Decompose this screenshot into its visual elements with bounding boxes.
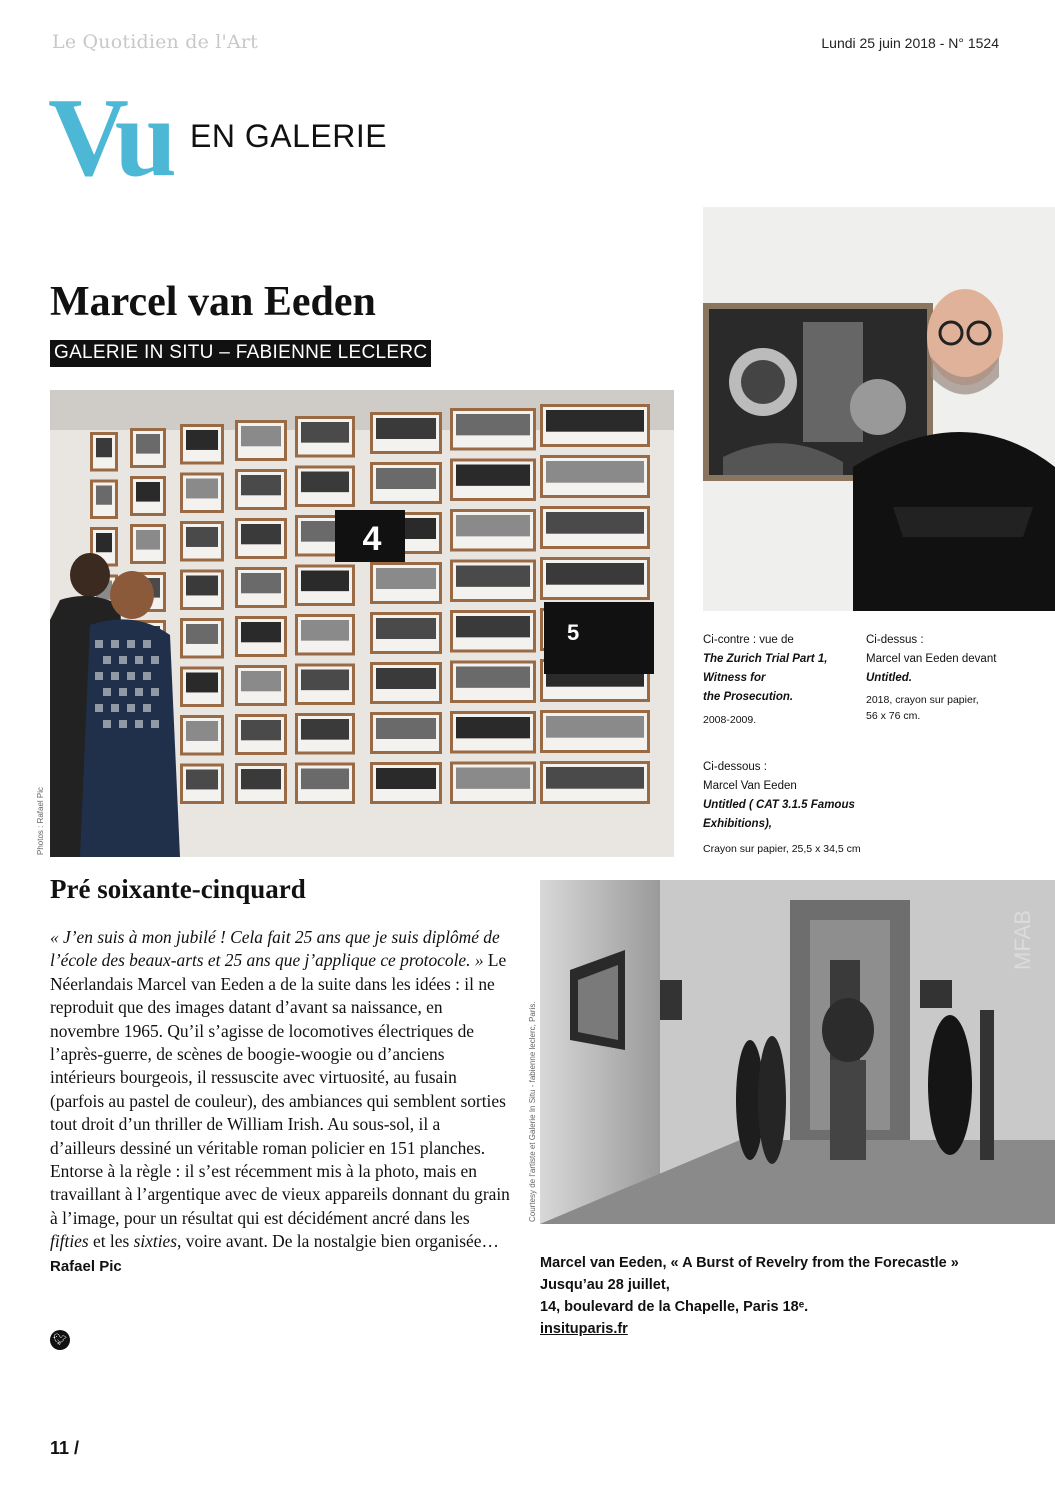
frame-picture	[186, 479, 218, 499]
issue-date: Lundi 25 juin 2018 - N° 1524	[821, 35, 999, 51]
artist-portrait-photo	[703, 207, 1055, 611]
caption-right-work: Untitled.	[866, 672, 912, 684]
info-line-3: 14, boulevard de la Chapelle, Paris 18ᵉ.	[540, 1299, 809, 1315]
body-fifties: fifties	[50, 1231, 89, 1252]
frame-picture	[96, 486, 112, 505]
frame-picture	[301, 620, 349, 641]
frame-picture	[301, 571, 349, 592]
frame-picture	[546, 410, 644, 432]
panel-number-4: 4	[362, 520, 382, 558]
frame-picture	[376, 568, 436, 589]
frame-picture	[241, 622, 281, 642]
frame-picture	[186, 770, 218, 790]
caption-below-line: Marcel Van Eeden	[703, 780, 797, 792]
frame-picture	[546, 767, 644, 789]
rubric-subtitle: EN GALERIE	[190, 118, 388, 154]
gallery-wall-image	[50, 390, 674, 857]
caption-right-detail-2: 56 x 76 cm.	[866, 710, 921, 722]
frame-picture	[376, 418, 436, 439]
panel-number-5: 5	[567, 620, 580, 645]
caption-below-work-1: Untitled ( CAT 3.1.5 Famous	[703, 799, 855, 811]
frame-picture	[186, 721, 218, 741]
gallery-website-link[interactable]: insituparis.fr	[540, 1321, 628, 1337]
drawing-credit: Courtesy de l’artiste et Galerie In Situ - fabienne leclerc, Paris.	[528, 1001, 537, 1222]
frame-picture	[546, 716, 644, 738]
frame-picture	[241, 573, 281, 593]
frame-picture	[186, 430, 218, 450]
caption-right-detail-1: 2018, crayon sur papier,	[866, 694, 979, 706]
frame-picture	[301, 422, 349, 443]
frame-picture	[456, 616, 530, 637]
caption-right-intro: Ci-dessus :	[866, 634, 924, 646]
frame-picture	[456, 667, 530, 688]
body-paragraph-1: Le Néerlandais Marcel van Eeden a de la suite dans les idées : il ne reproduit que des images datant d’avant sa naissance, en novembre 1965. Qu’il s’agisse de locomotives électriques de l’après-guerre, de scènes de boogie-woogie ou d’anciens intérieurs bourgeois, il ressuscite avec virtuosité, au fusain (parfois au pastel de couleur), des ambiances qui semblent sorties tout droit d’un thriller de William Irish. Au sous-sol, il a d’ailleurs dessiné un véritable roman policier en 151 planches. Entorse à la règle : il s’est récemment mis à la photo, mais en travaillant à l’argentique avec de vieux appareils donnant du grain à l’image, pour un résultat qui est décidément ancré dans les	[50, 950, 510, 1228]
frame-picture	[376, 618, 436, 639]
article-body	[50, 926, 510, 1278]
frame-picture	[241, 475, 281, 495]
page-number: 11 /	[50, 1438, 80, 1458]
frame-picture	[546, 461, 644, 483]
frame-picture	[241, 426, 281, 446]
caption-left-date: 2008-2009.	[703, 714, 757, 726]
artist-portrait-image	[703, 207, 1055, 611]
frame-picture	[376, 468, 436, 489]
gallery-tag: GALERIE IN SITU – FABIENNE LECLERC	[50, 340, 431, 367]
frame-picture	[241, 769, 281, 789]
frame-picture	[456, 768, 530, 789]
frame-picture	[241, 720, 281, 740]
frame-picture	[301, 719, 349, 740]
frame-picture	[456, 566, 530, 587]
frame-picture	[186, 624, 218, 644]
caption-below-intro: Ci-dessous :	[703, 761, 767, 773]
frame-picture	[376, 768, 436, 789]
body-sixties: sixties	[133, 1231, 178, 1252]
frame-picture	[136, 482, 160, 502]
frame-picture	[186, 576, 218, 596]
caption-below-work-2: Exhibitions),	[703, 818, 772, 830]
frame-picture	[96, 438, 112, 457]
twitter-icon[interactable]: 🐦︎	[50, 1330, 70, 1350]
frame-picture	[301, 670, 349, 691]
frame-picture	[546, 512, 644, 534]
body-quote: « J’en suis à mon jubilé ! Cela fait 25 ans que je suis diplômé de l’école des beaux-arts et 25 ans que j’applique ce protocole. »	[50, 927, 500, 971]
info-line-1: Marcel van Eeden, « A Burst of Revelry from the Forecastle »	[540, 1255, 959, 1271]
article-title: Marcel van Eeden	[50, 279, 376, 325]
caption-right	[866, 631, 1051, 724]
frame-picture	[136, 434, 160, 454]
frame-picture	[186, 673, 218, 693]
masthead: Le Quotidien de l'Art	[52, 31, 259, 53]
caption-left-work-1: The Zurich Trial Part 1,	[703, 653, 828, 665]
drawing-image	[540, 880, 1055, 1224]
drawing-photo	[540, 880, 1055, 1224]
frame-picture	[456, 515, 530, 536]
frame-picture	[301, 472, 349, 493]
exhibition-info	[540, 1252, 959, 1340]
frame-picture	[546, 563, 644, 585]
frame-picture	[376, 718, 436, 739]
frame-picture	[186, 527, 218, 547]
gallery-wall-photo	[50, 390, 674, 857]
body-paragraph-2: , voire avant. De la nostalgie bien organisée…	[177, 1231, 499, 1252]
frame-picture	[456, 717, 530, 738]
caption-left-intro: Ci-contre : vue de	[703, 634, 794, 646]
frame-picture	[301, 769, 349, 790]
frame-picture	[456, 414, 530, 435]
frame-picture	[376, 668, 436, 689]
caption-below-detail: Crayon sur papier, 25,5 x 34,5 cm	[703, 843, 861, 855]
article-author: Rafael Pic	[50, 1257, 122, 1275]
caption-right-line: Marcel van Eeden devant	[866, 653, 997, 665]
caption-below	[703, 758, 903, 859]
caption-left-work-3: the Prosecution.	[703, 691, 794, 703]
caption-left-work-2: Witness for	[703, 672, 766, 684]
frame-picture	[241, 671, 281, 691]
frame-picture	[241, 524, 281, 544]
rubric-vu: Vu	[48, 76, 173, 200]
drawing-watermark: MFAB	[1010, 910, 1035, 970]
frame-picture	[96, 533, 112, 552]
body-and: et les	[88, 1231, 134, 1252]
info-line-2: Jusqu’au 28 juillet,	[540, 1277, 670, 1293]
caption-left	[703, 631, 853, 730]
frame-picture	[456, 465, 530, 486]
frame-picture	[136, 530, 160, 550]
photo-credit: Photos : Rafael Pic	[36, 786, 45, 855]
article-subtitle: Pré soixante-cinquard	[50, 874, 306, 904]
